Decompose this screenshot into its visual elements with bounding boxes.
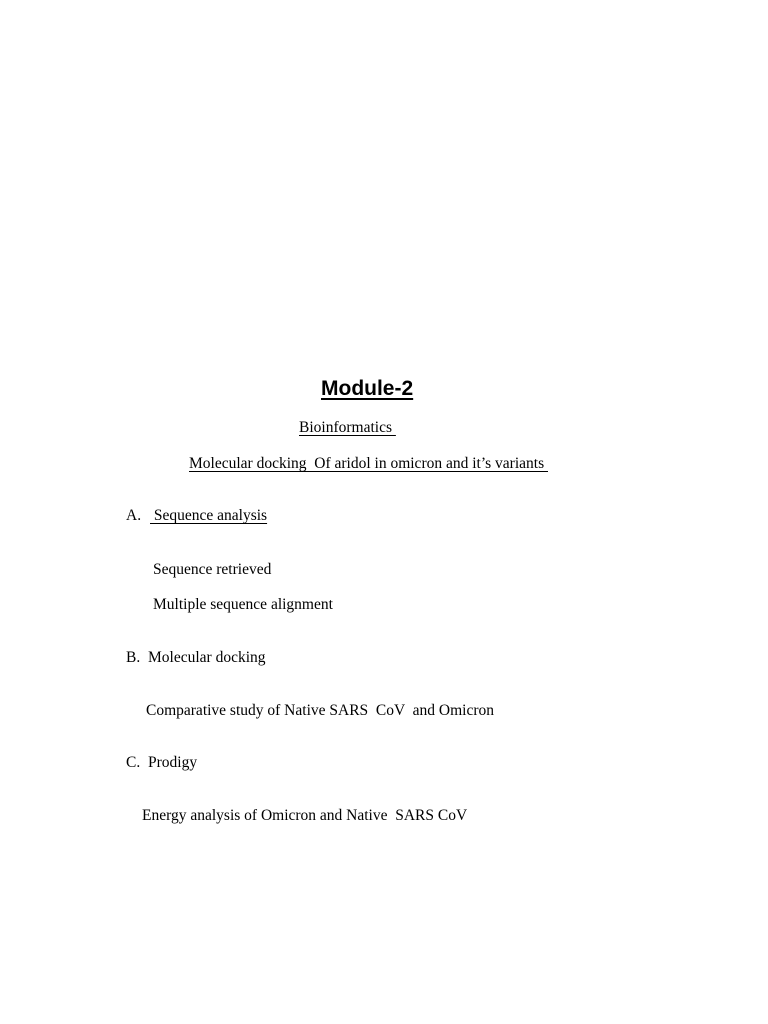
section-item: Sequence retrieved [153,561,272,578]
section-title: Sequence analysis [150,507,268,524]
section-letter: A. [126,507,142,524]
section-letter: B. [126,649,141,666]
topic-heading: Molecular docking Of aridol in omicron and it’s variants [189,455,548,472]
section-title: Molecular docking [148,649,266,666]
section-letter: C. [126,754,141,771]
subtitle: Bioinformatics [299,419,396,436]
section-item: Multiple sequence alignment [153,596,333,613]
section-item: Comparative study of Native SARS CoV and Omicron [146,702,495,719]
section-title: Prodigy [148,754,198,771]
section-item: Energy analysis of Omicron and Native SARS CoV [142,807,468,824]
page-title: Module-2 [321,377,414,400]
